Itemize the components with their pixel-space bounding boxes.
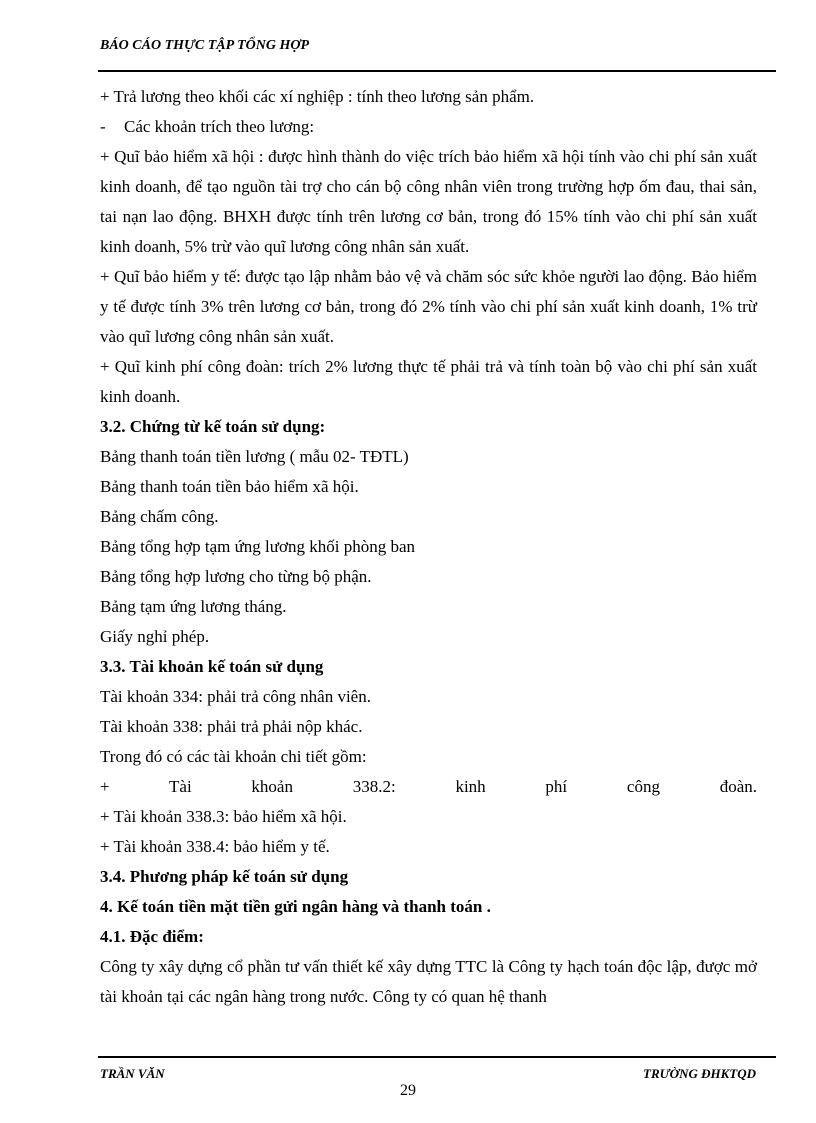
section-heading-4-1: 4.1. Đặc điểm: [100, 927, 204, 946]
account-line-justified: + Tài khoản 338.2: kinh phí công đoàn. [100, 777, 757, 796]
paragraph-health-insurance: + Quĩ bảo hiểm y tế: được tạo lập nhằm bảo vệ và chăm sóc sức khỏe người lao động. Bảo hiểm y tế được tính 3% trên lương cơ bản, trong đó 2% tính vào chi phí sản xuất kinh doanh, 1% trừ vào quĩ lương công nhân sản xuất. [100, 267, 757, 346]
section-heading-3-3: 3.3. Tài khoản kế toán sử dụng [100, 657, 324, 676]
section-heading-3-2: 3.2. Chứng từ kế toán sử dụng: [100, 417, 326, 436]
paragraph-company-description: Công ty xây dựng cổ phần tư vấn thiết kế xây dựng TTC là Công ty hạch toán độc lập, được mở tài khoản tại các ngân hàng trong nước. Công ty có quan hệ thanh [100, 957, 757, 1006]
list-item-label: Các khoản trích theo lương: [124, 117, 315, 136]
list-item-deductions [100, 112, 757, 142]
list-dash: - [100, 117, 106, 136]
document-list-item: Bảng tạm ứng lương tháng. [100, 597, 287, 616]
header-title: BÁO CÁO THỰC TẬP TỔNG HỢP [100, 38, 310, 53]
paragraph-social-insurance: + Quĩ bảo hiểm xã hội : được hình thành do việc trích bảo hiểm xã hội tính vào chi phí sản xuất kinh doanh, để tạo nguồn tài trợ cho cán bộ công nhân viên trong trường hợp ốm đau, thai sản, tai nạn lao động. BHXH được tính trên lương cơ bản, trong đó 15% tính vào chi phí sản xuất kinh doanh, 5% trừ vào quĩ lương công nhân sản xuất. [100, 147, 757, 256]
document-list-item: Bảng chấm công. [100, 507, 219, 526]
footer-school: TRƯỜNG ĐHKTQD [643, 1066, 756, 1081]
document-list-item: Bảng thanh toán tiền bảo hiểm xã hội. [100, 477, 359, 496]
section-heading-3-4: 3.4. Phương pháp kế toán sử dụng [100, 867, 349, 886]
paragraph-union-fund: + Quĩ kinh phí công đoàn: trích 2% lương thực tế phải trả và tính toàn bộ vào chi phí sản xuất kinh doanh. [100, 357, 757, 406]
document-list-item: Bảng tổng hợp tạm ứng lương khối phòng ban [100, 537, 415, 556]
account-line: + Tài khoản 338.4: bảo hiểm y tế. [100, 837, 330, 856]
header-divider [98, 70, 776, 72]
document-list-item: Giấy nghỉ phép. [100, 627, 210, 646]
document-body [100, 82, 757, 1012]
account-line: Trong đó có các tài khoản chi tiết gồm: [100, 747, 367, 766]
section-heading-4: 4. Kế toán tiền mặt tiền gửi ngân hàng và thanh toán . [100, 897, 491, 916]
document-list-item: Bảng thanh toán tiền lương ( mẫu 02- TĐTL) [100, 447, 409, 466]
page-number: 29 [400, 1082, 416, 1099]
paragraph-salary-by-unit: + Trả lương theo khối các xí nghiệp : tính theo lương sản phẩm. [100, 87, 535, 106]
document-list-item: Bảng tổng hợp lương cho từng bộ phận. [100, 567, 372, 586]
account-line: Tài khoản 338: phải trả phải nộp khác. [100, 717, 363, 736]
footer-divider [98, 1056, 776, 1058]
footer-author: TRẦN VĂN [100, 1066, 165, 1081]
account-line: + Tài khoản 338.3: bảo hiểm xã hội. [100, 807, 347, 826]
account-line: Tài khoản 334: phải trả công nhân viên. [100, 687, 371, 706]
